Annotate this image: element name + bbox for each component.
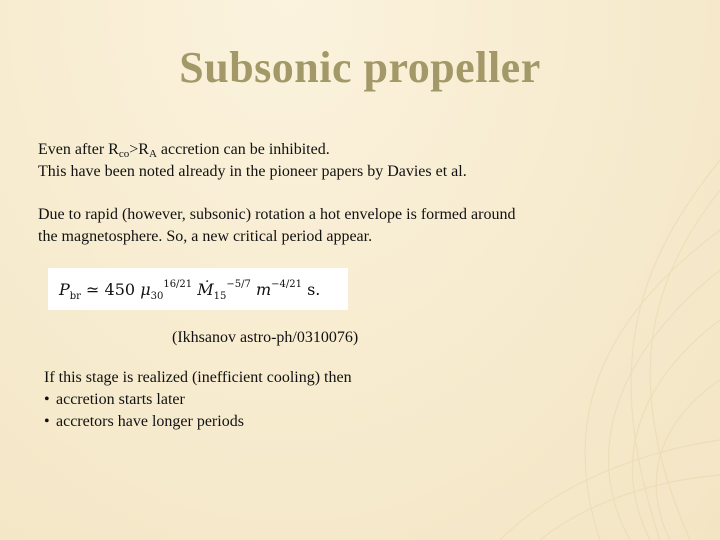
paragraph-line: Due to rapid (however, subsonic) rotation a hot envelope is formed around	[38, 206, 516, 223]
bullet-icon: •	[44, 413, 50, 430]
formula-symbol: μ	[140, 280, 151, 299]
list-item	[44, 411, 352, 433]
formula-exponent: −5/7	[226, 279, 251, 290]
formula-symbol: Ṁ	[197, 280, 214, 299]
subscript-a: A	[148, 148, 157, 160]
text-fragment: >R	[129, 141, 149, 158]
list-item-text: accretors have longer periods	[56, 413, 244, 430]
text-fragment: accretion can be inhibited.	[156, 141, 330, 158]
formula-exponent: 16/21	[163, 279, 193, 290]
paragraph-consequences	[44, 367, 352, 433]
paragraph-line: If this stage is realized (inefficient cooling) then	[44, 369, 352, 386]
paragraph-line: This have been noted already in the pioneer papers by Davies et al.	[38, 163, 467, 180]
formula-symbol: P	[59, 280, 70, 299]
bullet-icon: •	[44, 391, 50, 408]
formula-subscript: 15	[213, 291, 227, 302]
formula-exponent: −4/21	[271, 279, 302, 290]
formula-unit: s.	[307, 280, 321, 299]
text-fragment: Even after R	[38, 141, 119, 158]
paragraph-line: the magnetosphere. So, a new critical period appear.	[38, 228, 373, 245]
critical-period-formula	[48, 268, 348, 310]
paragraph-line	[38, 139, 467, 161]
formula-expression	[59, 279, 320, 302]
citation-reference: (Ikhsanov astro-ph/0310076)	[172, 329, 359, 346]
paragraph-accretion-inhibited	[38, 139, 467, 183]
formula-symbol: m	[255, 280, 272, 299]
formula-subscript: br	[69, 291, 81, 302]
formula-subscript: 30	[150, 291, 164, 302]
formula-relation: ≃	[86, 280, 100, 299]
slide-title: Subsonic propeller	[179, 43, 541, 92]
formula-coefficient: 450	[104, 280, 136, 299]
subscript-co: co	[118, 148, 130, 160]
paragraph-hot-envelope	[38, 204, 515, 248]
list-item-text: accretion starts later	[56, 391, 185, 408]
list-item	[44, 389, 352, 411]
